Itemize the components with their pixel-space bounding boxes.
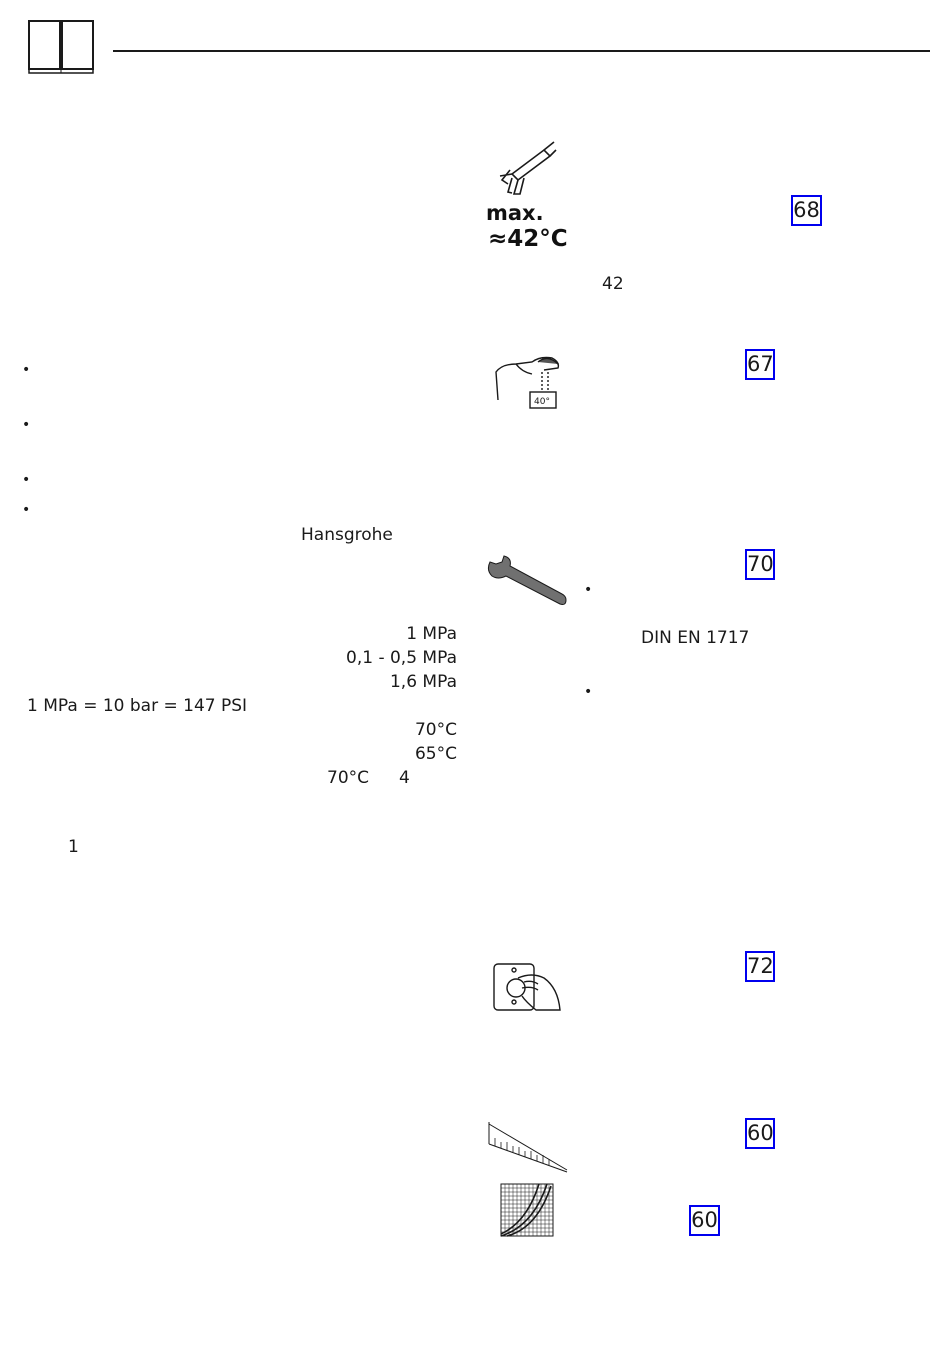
open-book-icon [28, 20, 94, 74]
spec-temp-1: 70°C [414, 720, 457, 740]
page-ref-72[interactable]: 72 [745, 951, 775, 982]
max-label: max. [486, 201, 544, 225]
bullet: • [22, 472, 31, 488]
thermometer-hand-icon [492, 350, 562, 410]
thermometer-reading: 40° [534, 397, 550, 407]
brand-name: Hansgrohe [301, 525, 393, 545]
bullet: • [22, 502, 31, 518]
hand-knob-icon [492, 954, 562, 1012]
spec-line-2: 0,1 - 0,5 MPa [346, 648, 457, 668]
unit-conversion: 1 MPa = 10 bar = 147 PSI [27, 696, 248, 716]
spec-temp-2: 65°C [414, 744, 457, 764]
temp-value: 42 [602, 274, 624, 294]
spec-temp-3-suffix: 4 [399, 768, 410, 788]
bullet: • [22, 417, 31, 433]
page-ref-67[interactable]: 67 [745, 349, 775, 380]
spec-line-3: 1,6 MPa [389, 672, 457, 692]
page-ref-60[interactable]: 60 [745, 1118, 775, 1149]
spec-line-1: 1 MPa [406, 624, 457, 644]
spec-temp-3: 70°C [327, 768, 370, 788]
wrench-icon [484, 554, 570, 608]
page-ref-70[interactable]: 70 [745, 549, 775, 580]
bullet: • [584, 582, 593, 598]
chart-scale-icon [487, 1122, 571, 1240]
page-ref-68[interactable]: 68 [791, 195, 822, 226]
bullet: • [584, 684, 593, 700]
standard-ref: DIN EN 1717 [641, 628, 750, 648]
bullet: • [22, 362, 31, 378]
header-rule [113, 50, 930, 52]
footnote-number: 1 [68, 837, 79, 857]
caulking-gun-icon [498, 140, 560, 196]
max-temp: ≈42°C [488, 226, 568, 252]
page-ref-60-b[interactable]: 60 [689, 1205, 720, 1236]
